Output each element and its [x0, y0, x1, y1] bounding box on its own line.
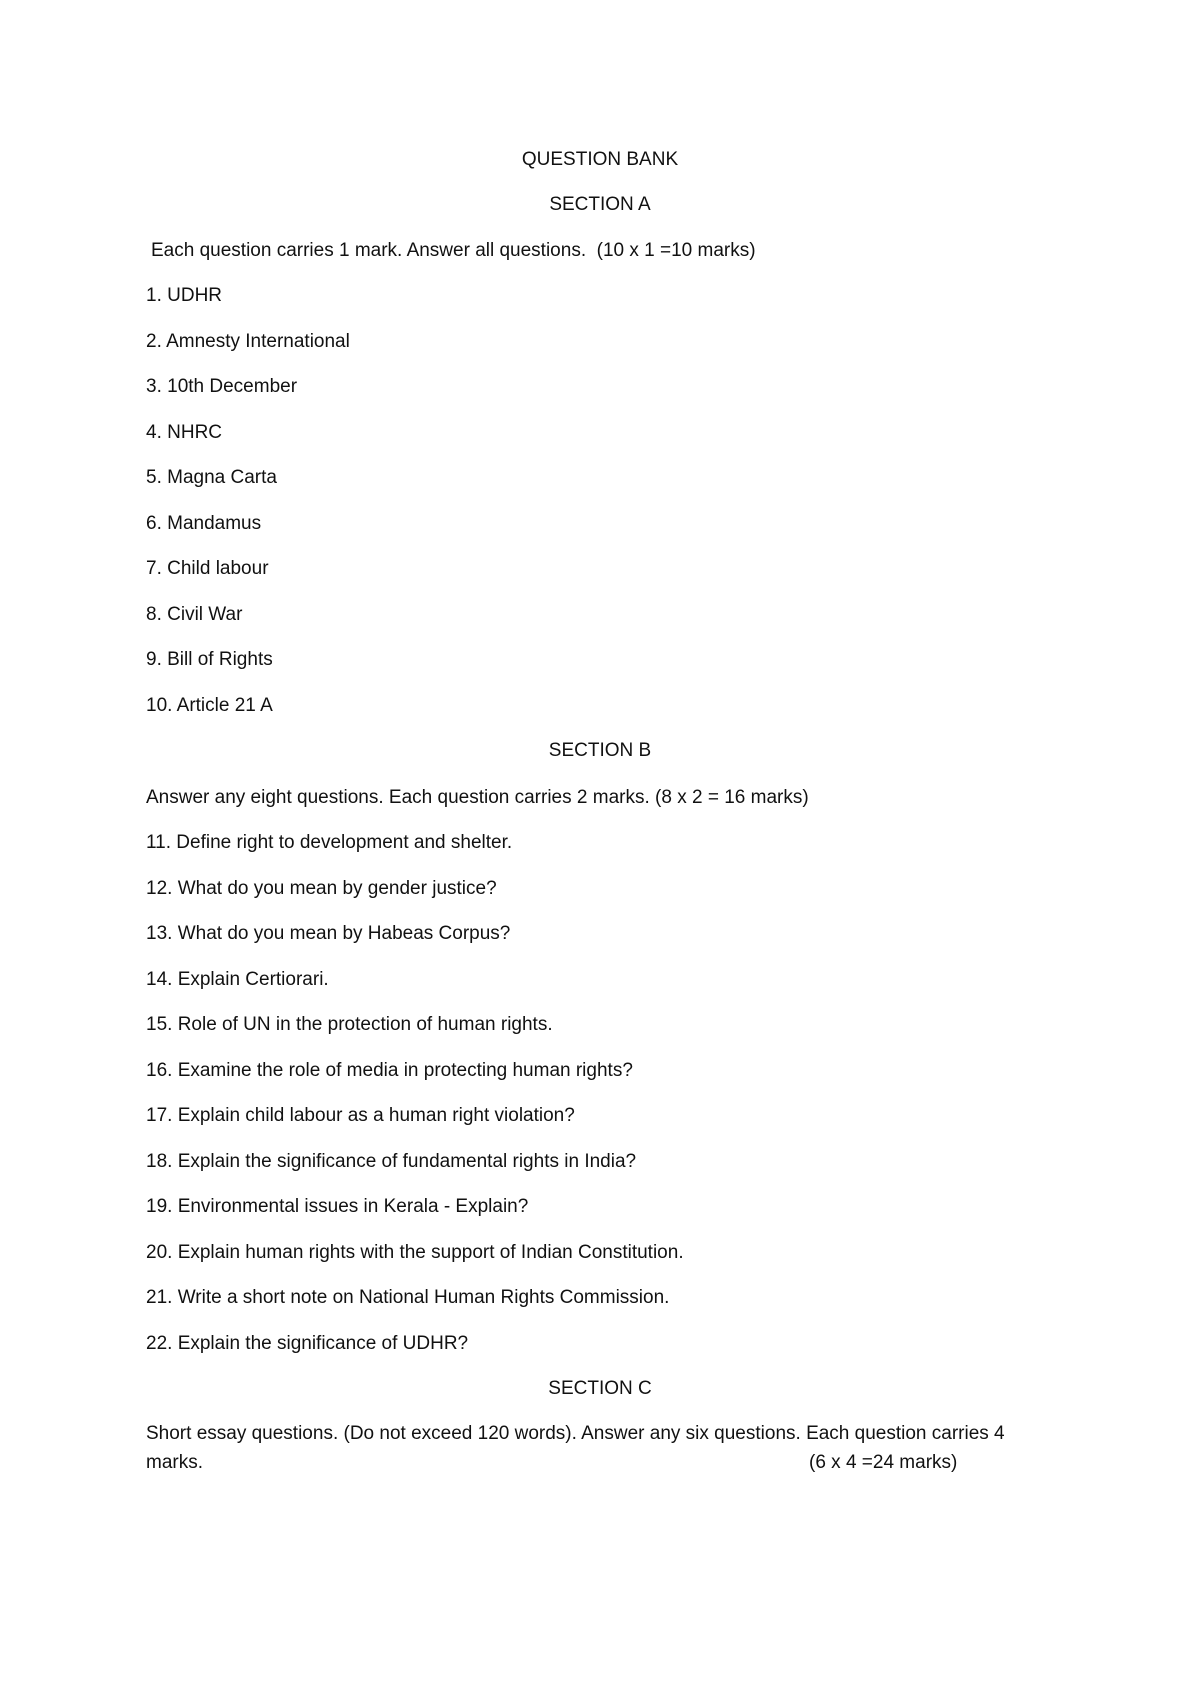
section-c-instructions [146, 1419, 1066, 1477]
section-a-item: 1. UDHR [146, 285, 223, 306]
section-b-item: 15. Role of UN in the protection of human rights. [146, 1014, 553, 1035]
section-b-item: 22. Explain the significance of UDHR? [146, 1333, 469, 1354]
section-b-item: 18. Explain the significance of fundamental rights in India? [146, 1151, 637, 1172]
section-b-item: 11. Define right to development and shelter. [146, 832, 513, 853]
section-b-item: 13. What do you mean by Habeas Corpus? [146, 923, 511, 944]
section-c-instructions-line1: Short essay questions. (Do not exceed 120 words). Answer any six questions. Each question carries 4 [146, 1423, 1005, 1444]
section-b-instructions: Answer any eight questions. Each question carries 2 marks. (8 x 2 = 16 marks) [146, 787, 809, 808]
section-a-item: 8. Civil War [146, 604, 243, 625]
section-a-item: 3. 10th December [146, 376, 298, 397]
section-b-heading: SECTION B [548, 740, 652, 761]
section-a-item: 4. NHRC [146, 422, 223, 443]
section-b-item: 17. Explain child labour as a human right violation? [146, 1105, 575, 1126]
section-b-item: 21. Write a short note on National Human Rights Commission. [146, 1287, 670, 1308]
section-b-item: 12. What do you mean by gender justice? [146, 878, 497, 899]
section-a-item: 5. Magna Carta [146, 467, 277, 488]
section-c-heading: SECTION C [548, 1378, 652, 1399]
section-c-instructions-line2: marks. [146, 1452, 203, 1473]
section-a-instructions: Each question carries 1 mark. Answer all questions. (10 x 1 =10 marks) [151, 240, 756, 261]
section-a-item: 2. Amnesty International [146, 331, 350, 352]
section-a-item: 7. Child labour [146, 558, 269, 579]
section-c-marks: (6 x 4 =24 marks) [809, 1452, 958, 1473]
section-b-item: 16. Examine the role of media in protecting human rights? [146, 1060, 633, 1081]
section-a-item: 9. Bill of Rights [146, 649, 273, 670]
section-a-heading: SECTION A [549, 194, 651, 215]
page-title: QUESTION BANK [521, 149, 679, 170]
section-b-item: 19. Environmental issues in Kerala - Explain? [146, 1196, 529, 1217]
section-a-item: 6. Mandamus [146, 513, 262, 534]
section-b-item: 20. Explain human rights with the support of Indian Constitution. [146, 1242, 684, 1263]
section-b-item: 14. Explain Certiorari. [146, 969, 329, 990]
section-a-item: 10. Article 21 A [146, 695, 273, 716]
